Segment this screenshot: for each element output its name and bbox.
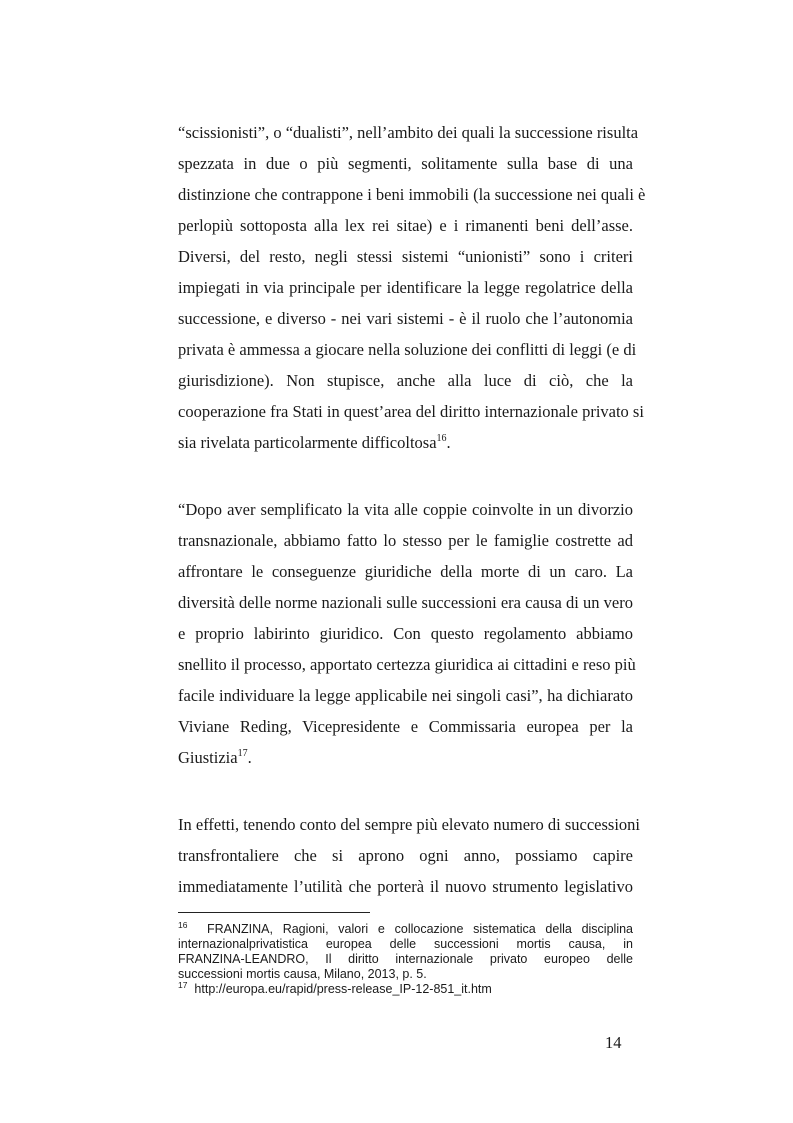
footnote-16-number: 16 <box>178 920 188 930</box>
footnote-separator <box>178 912 370 913</box>
paragraph-2-period: . <box>247 748 252 767</box>
paragraph-1-line-5: Diversi, del resto, negli stessi sistemi “unionisti” sono i criteri <box>178 247 633 266</box>
footnote-17-line <box>178 982 633 997</box>
paragraph-1-line-7: successione, e diverso - nei vari sistemi - è il ruolo che l’autonomia <box>178 309 633 328</box>
footnote-ref-17[interactable]: 17 <box>237 748 248 759</box>
footnote-17-link[interactable]: http://europa.eu/rapid/press-release_IP-12-851_it.htm <box>194 982 492 996</box>
footnote-16-text-1: FRANZINA, Ragioni, valori e collocazione sistematica della disciplina <box>206 922 633 936</box>
footnote-16-line-3: FRANZINA-LEANDRO, Il diritto internazionale privato europeo delle <box>178 952 633 966</box>
paragraph-1-line-9: giurisdizione). Non stupisce, anche alla luce di ciò, che la <box>178 371 633 390</box>
paragraph-1-line-4: perlopiù sottoposta alla lex rei sitae) e i rimanenti beni dell’asse. <box>178 216 633 235</box>
footnote-17-number: 17 <box>178 980 188 990</box>
paragraph-1-text-end: sia rivelata particolarmente difficoltosa <box>178 433 437 452</box>
paragraph-1-line-1: “scissionisti”, o “dualisti”, nell’ambito dei quali la successione risulta <box>178 123 639 142</box>
paragraph-1-line-6: impiegati in via principale per identificare la legge regolatrice della <box>178 278 633 297</box>
footnote-16-line-2: internazionalprivatistica europea delle successioni mortis causa, in <box>178 937 633 951</box>
paragraph-3-line-2: transfrontaliere che si aprono ogni anno, possiamo capire <box>178 846 633 865</box>
paragraph-2-line-7: facile individuare la legge applicabile nei singoli casi”, ha dichiarato <box>178 686 633 705</box>
paragraph-1-line-3: distinzione che contrappone i beni immobili (la successione nei quali è <box>178 185 646 204</box>
paragraph-2-line-9 <box>178 748 633 768</box>
footnote-16-line-1 <box>178 922 633 937</box>
paragraph-1-period: . <box>446 433 451 452</box>
paragraph-2-line-1: “Dopo aver semplificato la vita alle coppie coinvolte in un divorzio <box>178 500 633 519</box>
page-number: 14 <box>605 1033 622 1052</box>
paragraph-2-line-8: Viviane Reding, Vicepresidente e Commissaria europea per la <box>178 717 633 736</box>
paragraph-1-line-2: spezzata in due o più segmenti, solitamente sulla base di una <box>178 154 633 173</box>
paragraph-3-line-1: In effetti, tenendo conto del sempre più elevato numero di successioni <box>178 815 641 834</box>
paragraph-2-line-5: e proprio labirinto giuridico. Con questo regolamento abbiamo <box>178 624 633 643</box>
paragraph-1-line-11 <box>178 433 633 453</box>
paragraph-1-line-10: cooperazione fra Stati in quest’area del diritto internazionale privato si <box>178 402 644 421</box>
paragraph-2-line-2: transnazionale, abbiamo fatto lo stesso per le famiglie costrette ad <box>178 531 633 550</box>
paragraph-3-line-3: immediatamente l’utilità che porterà il nuovo strumento legislativo <box>178 877 633 896</box>
footnote-16-line-4: successioni mortis causa, Milano, 2013, p. 5. <box>178 967 427 981</box>
paragraph-1-line-8: privata è ammessa a giocare nella soluzione dei conflitti di leggi (e di <box>178 340 637 359</box>
paragraph-2-line-3: affrontare le conseguenze giuridiche della morte di un caro. La <box>178 562 633 581</box>
footnote-ref-16[interactable]: 16 <box>436 433 447 444</box>
paragraph-2-line-6: snellito il processo, apportato certezza giuridica ai cittadini e reso più <box>178 655 636 674</box>
paragraph-2-text-end: Giustizia <box>178 748 238 767</box>
paragraph-2-line-4: diversità delle norme nazionali sulle successioni era causa di un vero <box>178 593 633 612</box>
